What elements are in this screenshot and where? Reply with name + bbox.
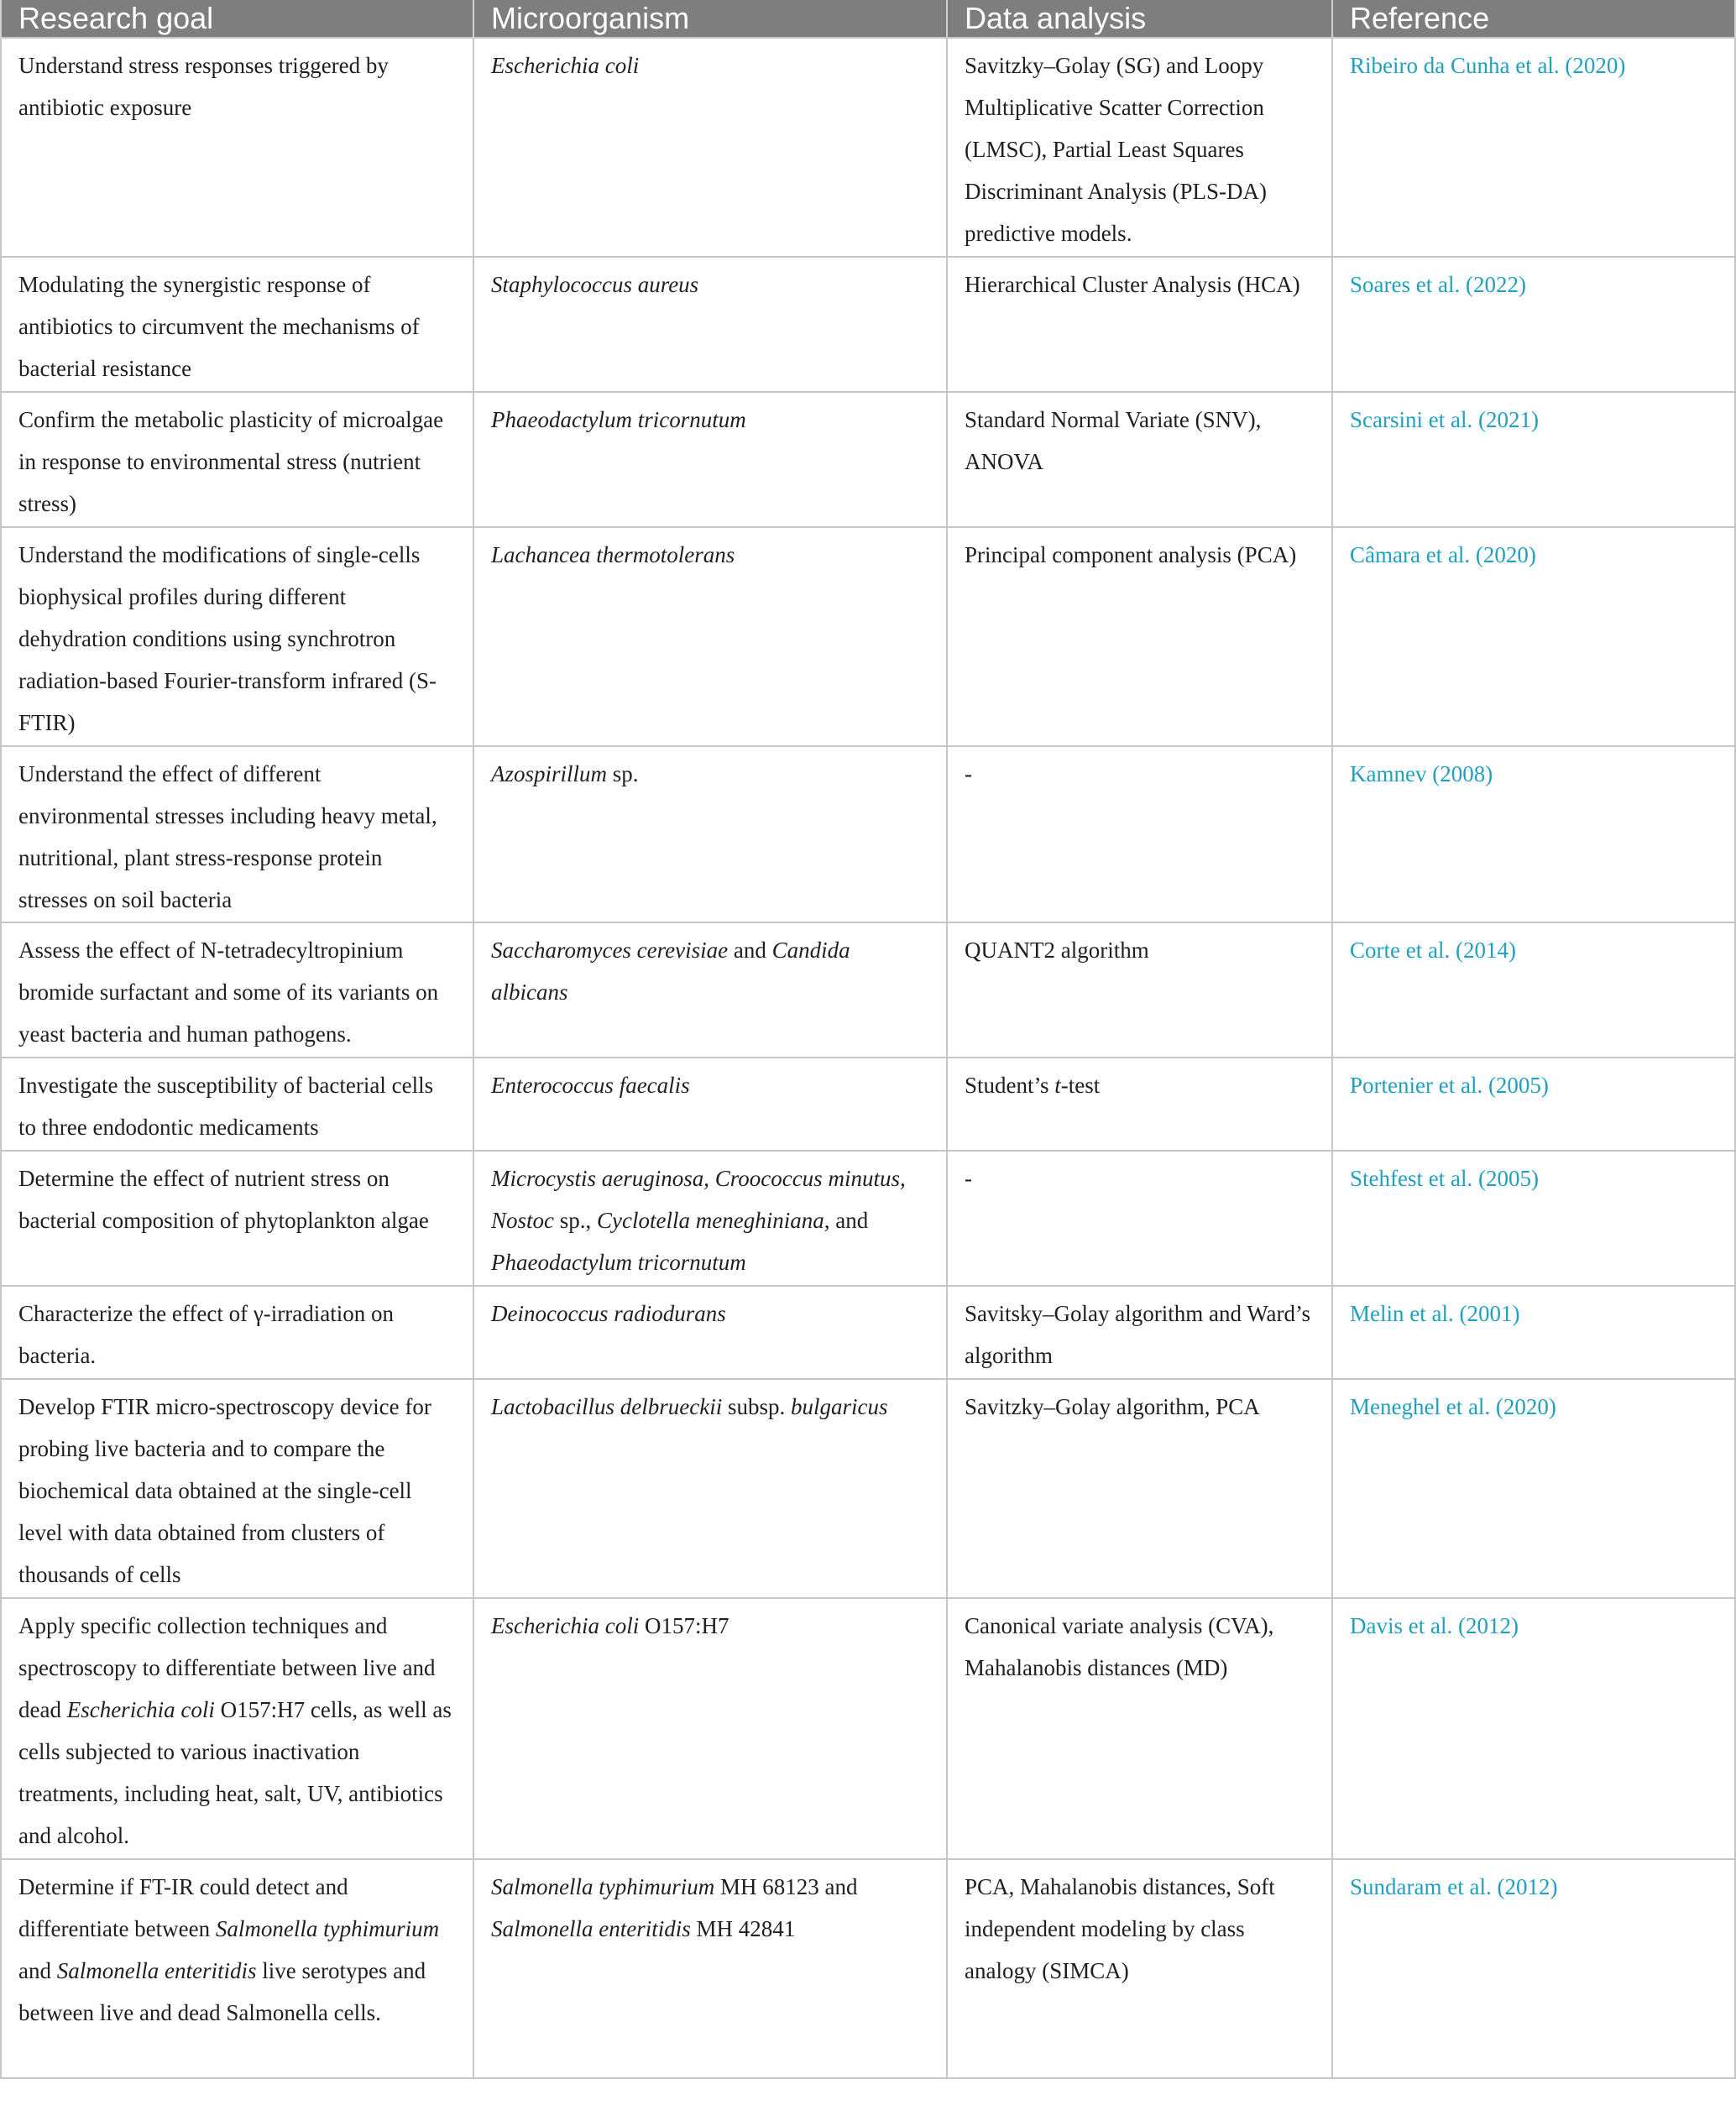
italic-text: Saccharomyces cerevisiae <box>491 938 729 963</box>
table-row <box>1 1286 1735 1379</box>
reference-link[interactable]: Davis et al. (2012) <box>1350 1613 1519 1638</box>
header-reference: Reference <box>1332 0 1735 38</box>
microorganism-cell <box>473 392 947 527</box>
reference-link[interactable]: Scarsini et al. (2021) <box>1350 407 1539 432</box>
reference-link[interactable]: Sundaram et al. (2012) <box>1350 1874 1558 1899</box>
italic-text: Candida albicans <box>491 938 850 1005</box>
table-row <box>1 1859 1735 2078</box>
table-row <box>1 1598 1735 1859</box>
text-run: Savitsky–Golay algorithm and Ward’s algorithm <box>965 1301 1311 1368</box>
research-goal-cell <box>1 922 473 1058</box>
text-run: -test <box>1060 1073 1101 1098</box>
microorganism-cell <box>473 38 947 257</box>
text-run: PCA, Mahalanobis distances, Soft independent modeling by class analogy (SIMCA) <box>965 1874 1275 1983</box>
text-run: O157:H7 cells, as well as cells subjected to various inactivation treatments, including heat, salt, UV, antibiotics and alcohol. <box>18 1697 452 1848</box>
table-row <box>1 392 1735 527</box>
text-run: Investigate the susceptibility of bacterial cells to three endodontic medicaments <box>18 1073 434 1140</box>
italic-text: Salmonella typhimurium <box>215 1916 440 1941</box>
text-run: Principal component analysis (PCA) <box>965 542 1297 567</box>
data-analysis-cell <box>947 392 1332 527</box>
data-analysis-cell <box>947 1379 1332 1598</box>
table-row <box>1 1379 1735 1598</box>
microorganism-cell <box>473 257 947 392</box>
text-run: Modulating the synergistic response of antibiotics to circumvent the mechanisms of bacterial resistance <box>18 272 420 381</box>
research-goal-cell <box>1 1598 473 1859</box>
text-run: subsp. <box>722 1394 791 1419</box>
reference-cell <box>1332 746 1735 922</box>
text-run: sp., <box>554 1208 598 1233</box>
microorganism-cell <box>473 1859 947 2078</box>
research-goal-cell <box>1 1286 473 1379</box>
table-row <box>1 38 1735 257</box>
data-analysis-cell <box>947 1058 1332 1151</box>
header-microorganism: Microorganism <box>473 0 947 38</box>
reference-cell <box>1332 1379 1735 1598</box>
research-goal-cell <box>1 38 473 257</box>
text-run: Standard Normal Variate (SNV), ANOVA <box>965 407 1262 474</box>
text-run: Understand the effect of different environmental stresses including heavy metal, nutritional, plant stress-response protein stresses on soil bacteria <box>18 761 437 912</box>
text-run: Savitzky–Golay algorithm, PCA <box>965 1394 1260 1419</box>
research-goal-cell <box>1 1859 473 2078</box>
italic-text: Lactobacillus delbrueckii <box>491 1394 723 1419</box>
table-row <box>1 1151 1735 1286</box>
table-row <box>1 257 1735 392</box>
data-analysis-cell <box>947 1286 1332 1379</box>
italic-text: t <box>1054 1073 1061 1098</box>
microorganism-cell <box>473 1286 947 1379</box>
italic-text: Phaeodactylum tricornutum <box>491 407 746 432</box>
table-header <box>1 0 1735 38</box>
italic-text: bulgaricus <box>790 1394 888 1419</box>
microorganism-cell <box>473 1151 947 1286</box>
header-research-goal: Research goal <box>1 0 473 38</box>
reference-cell <box>1332 38 1735 257</box>
reference-cell <box>1332 922 1735 1058</box>
table-body <box>1 38 1735 2078</box>
microorganism-cell <box>473 922 947 1058</box>
italic-text: Escherichia coli <box>491 53 640 78</box>
research-goal-cell <box>1 746 473 922</box>
text-run: O157:H7 <box>639 1613 729 1638</box>
reference-cell <box>1332 257 1735 392</box>
microorganism-cell <box>473 1598 947 1859</box>
microorganism-cell <box>473 746 947 922</box>
data-analysis-cell <box>947 1151 1332 1286</box>
text-run: Hierarchical Cluster Analysis (HCA) <box>965 272 1300 297</box>
data-analysis-cell <box>947 257 1332 392</box>
italic-text: Salmonella enteritidis <box>491 1916 691 1941</box>
research-goal-cell <box>1 1379 473 1598</box>
text-run: Canonical variate analysis (CVA), Mahalanobis distances (MD) <box>965 1613 1274 1680</box>
italic-text: Phaeodactylum tricornutum <box>491 1250 746 1275</box>
reference-link[interactable]: Soares et al. (2022) <box>1350 272 1526 297</box>
italic-text: Escherichia coli <box>66 1697 215 1722</box>
text-run: Student’s <box>965 1073 1055 1098</box>
italic-text: Salmonella enteritidis <box>56 1958 257 1983</box>
reference-link[interactable]: Corte et al. (2014) <box>1350 938 1516 963</box>
italic-text: Staphylococcus aureus <box>491 272 699 297</box>
header-data-analysis: Data analysis <box>947 0 1332 38</box>
text-run: Understand stress responses triggered by antibiotic exposure <box>18 53 389 120</box>
reference-cell <box>1332 527 1735 746</box>
text-run: Apply specific collection techniques and spectroscopy to differentiate between live and dead <box>18 1613 436 1722</box>
text-run: MH 68123 and <box>714 1874 858 1899</box>
table-row <box>1 922 1735 1058</box>
italic-text: Deinococcus radiodurans <box>491 1301 726 1326</box>
text-run: Develop FTIR micro-spectroscopy device for probing live bacteria and to compare the biochemical data obtained at the single-cell level with data obtained from clusters of thousands of cells <box>18 1394 431 1587</box>
reference-cell <box>1332 1286 1735 1379</box>
reference-link[interactable]: Kamnev (2008) <box>1350 761 1493 786</box>
reference-cell <box>1332 1859 1735 2078</box>
text-run: sp. <box>607 761 639 786</box>
text-run: Savitzky–Golay (SG) and Loopy Multiplicative Scatter Correction (LMSC), Partial Least Squares Discriminant Analysis (PLS-DA) predictive models. <box>965 53 1267 246</box>
reference-link[interactable]: Câmara et al. (2020) <box>1350 542 1536 567</box>
reference-link[interactable]: Melin et al. (2001) <box>1350 1301 1520 1326</box>
italic-text: Cyclotella meneghiniana, <box>597 1208 830 1233</box>
research-goal-cell <box>1 1151 473 1286</box>
italic-text: Microcystis aeruginosa, Croococcus minutus, Nostoc <box>491 1166 906 1233</box>
data-analysis-cell <box>947 922 1332 1058</box>
data-analysis-cell <box>947 38 1332 257</box>
italic-text: Escherichia coli <box>491 1613 640 1638</box>
header-row <box>1 0 1735 38</box>
text-run: Determine the effect of nutrient stress on bacterial composition of phytoplankton algae <box>18 1166 429 1233</box>
text-run: Confirm the metabolic plasticity of microalgae in response to environmental stress (nutrient stress) <box>18 407 444 516</box>
data-analysis-cell <box>947 1598 1332 1859</box>
text-run: and <box>18 1958 57 1983</box>
italic-text: Lachancea thermotolerans <box>491 542 735 567</box>
reference-link[interactable]: Stehfest et al. (2005) <box>1350 1166 1539 1191</box>
table-row <box>1 1058 1735 1151</box>
text-run: Assess the effect of N-tetradecyltropinium bromide surfactant and some of its variants on yeast bacteria and human pathogens. <box>18 938 439 1047</box>
reference-cell <box>1332 1151 1735 1286</box>
research-goal-cell <box>1 392 473 527</box>
text-run: and <box>728 938 772 963</box>
text-run: Determine if FT-IR could detect and differentiate between <box>18 1874 348 1941</box>
text-run: live serotypes and between live and dead Salmonella cells. <box>18 1958 426 2025</box>
italic-text: Salmonella typhimurium <box>491 1874 715 1899</box>
reference-cell <box>1332 392 1735 527</box>
research-goal-cell <box>1 527 473 746</box>
research-goal-cell <box>1 257 473 392</box>
text-run: and <box>829 1208 869 1233</box>
italic-text: Azospirillum <box>491 761 608 786</box>
reference-link[interactable]: Portenier et al. (2005) <box>1350 1073 1549 1098</box>
text-run: Characterize the effect of γ-irradiation on bacteria. <box>18 1301 394 1368</box>
italic-text: Enterococcus faecalis <box>491 1073 690 1098</box>
data-analysis-cell <box>947 746 1332 922</box>
reference-cell <box>1332 1598 1735 1859</box>
microorganism-cell <box>473 527 947 746</box>
text-run: - <box>965 761 972 786</box>
data-analysis-cell <box>947 527 1332 746</box>
research-goal-cell <box>1 1058 473 1151</box>
text-run: Understand the modifications of single-cells biophysical profiles during different dehydration conditions using synchrotron radiation-based Fourier-transform infrared (S-FTIR) <box>18 542 437 735</box>
reference-link[interactable]: Meneghel et al. (2020) <box>1350 1394 1556 1419</box>
text-run: QUANT2 algorithm <box>965 938 1149 963</box>
microorganism-cell <box>473 1379 947 1598</box>
reference-link[interactable]: Ribeiro da Cunha et al. (2020) <box>1350 53 1626 78</box>
table-row <box>1 527 1735 746</box>
text-run: - <box>965 1166 972 1191</box>
reference-cell <box>1332 1058 1735 1151</box>
table-row <box>1 746 1735 922</box>
data-analysis-cell <box>947 1859 1332 2078</box>
text-run: MH 42841 <box>690 1916 796 1941</box>
microorganism-cell <box>473 1058 947 1151</box>
